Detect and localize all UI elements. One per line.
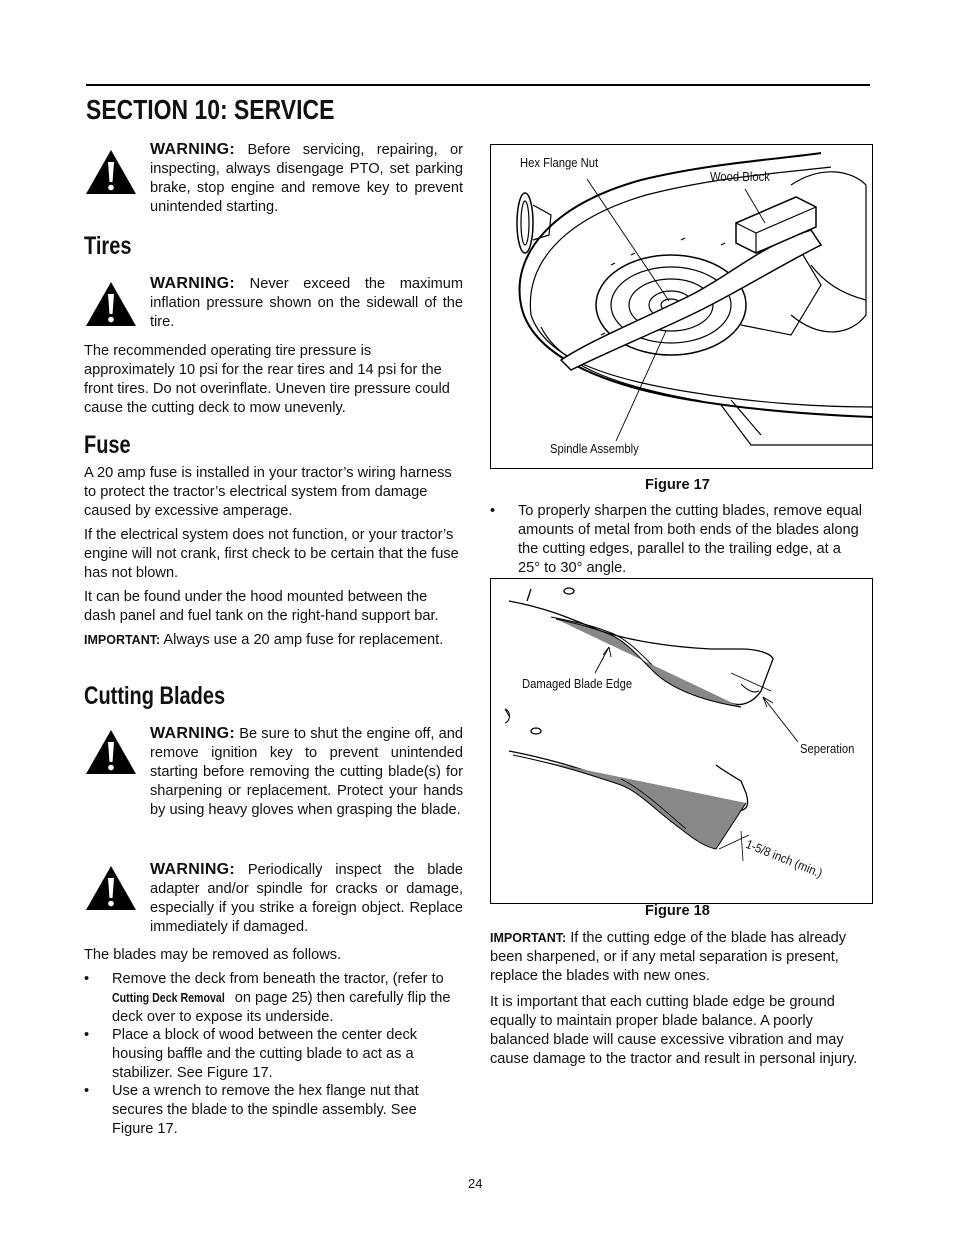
right-important [490,929,871,986]
label-damaged-blade-edge: Damaged Blade Edge [522,677,633,691]
warning-text: Before servicing, repairing, or inspecting, always disengage PTO, set parking brake, stop engine and remove key to prevent unintended starting. [150,142,463,215]
bullet-icon: • [84,1027,90,1043]
cutting-deck-illustration [491,145,872,468]
page-title: SECTION 10: SERVICE [86,94,335,125]
important-label: IMPORTANT: [490,931,567,945]
fuse-paragraph-1: A 20 amp fuse is installed in your tractor’s wiring harness to protect the tractor’s electrical system from damage caused by excessive amperage. [84,465,452,519]
blade-comparison-illustration [491,579,872,903]
figure-17 [490,144,873,469]
list-item-text: on page 25) then carefully flip the deck over to expose its underside. [112,990,451,1025]
fuse-heading: Fuse [84,431,131,459]
warning-icon [84,864,138,912]
fuse-paragraph-3: It can be found under the hood mounted between the dash panel and fuel tank on the right-hand support bar. [84,589,439,624]
figure-18-caption: Figure 18 [645,903,710,919]
warning-icon [84,280,138,328]
warning-text: Never exceed the maximum inflation pressure shown on the sidewall of the tire. [150,276,463,330]
tires-body [84,342,464,418]
fuse-paragraph-2: If the electrical system does not function, or your tractor’s engine will not crank, first check to be certain that the fuse has not blown. [84,527,459,581]
blades-intro-text: The blades may be removed as follows. [84,947,342,963]
label-separation: Seperation [800,742,855,756]
list-item-text: Remove the deck from beneath the tractor, (refer to [112,971,444,987]
balance-paragraph [490,993,871,1069]
label-spindle-assembly: Spindle Assembly [550,442,639,456]
list-item [490,502,871,578]
cutting-deck-removal-ref[interactable]: Cutting Deck Removal [112,991,225,1005]
list-item [84,970,464,1027]
warning-icon [84,728,138,776]
tires-heading: Tires [84,232,132,260]
label-wood-block: Wood Block [710,170,770,184]
list-item-text: Place a block of wood between the center deck housing baffle and the cutting blade to act as a stabilizer. See Figure 17. [112,1027,418,1081]
warning-label: WARNING: [150,141,236,158]
bullet-icon: • [490,503,496,519]
label-hex-flange-nut: Hex Flange Nut [520,156,599,170]
fuse-important [84,631,459,650]
bullet-icon: • [84,971,90,987]
warning-label: WARNING: [150,275,236,292]
balance-text: It is important that each cutting blade edge be ground equally to maintain proper blade balance. A poorly balanced blade will cause excessive vibration and may cause damage to the tractor and result in personal injury. [490,994,858,1067]
tires-paragraph: The recommended operating tire pressure is approximately 10 psi for the rear tires and 14 psi for the front tires. Do not overinflate. Uneven tire pressure could cause the cutting deck to mow unevenly. [84,343,450,416]
list-item-text: To properly sharpen the cutting blades, remove equal amounts of metal from both ends of the blades along the cutting edges, parallel to the trailing edge, at a 25° to 30° angle. [518,503,862,576]
important-text: If the cutting edge of the blade has already been sharpened, or if any metal separation is present, replace the blades with new ones. [490,930,847,984]
list-item [84,1026,464,1083]
warning-text: Periodically inspect the blade adapter and/or spindle for cracks or damage, especially if you strike a foreign object. Replace immediately if damaged. [150,862,463,935]
page-number: 24 [468,1176,483,1191]
header-rule [86,84,870,86]
list-item-text: Use a wrench to remove the hex flange nut that secures the blade to the spindle assembly. See Figure 17. [112,1083,419,1137]
important-text: Always use a 20 amp fuse for replacement. [160,632,444,648]
warning-label: WARNING: [150,725,236,742]
warning-label: WARNING: [150,861,236,878]
important-label: IMPORTANT: [84,633,161,647]
warning-text: Be sure to shut the engine off, and remove ignition key to prevent unintended starting before removing the cutting blade(s) for sharpening or replacement. Protect your hands by using heavy gloves when grasping the blade. [150,726,463,818]
bullet-icon: • [84,1083,90,1099]
warning-icon [84,148,138,196]
label-dimension: 1-5/8 inch (min.) [743,837,825,881]
figure-17-caption: Figure 17 [645,477,710,493]
figure-18 [490,578,873,904]
list-item [84,1082,464,1139]
fuse-body [84,464,459,650]
cutting-blades-heading: Cutting Blades [84,682,226,710]
blades-intro [84,946,464,965]
